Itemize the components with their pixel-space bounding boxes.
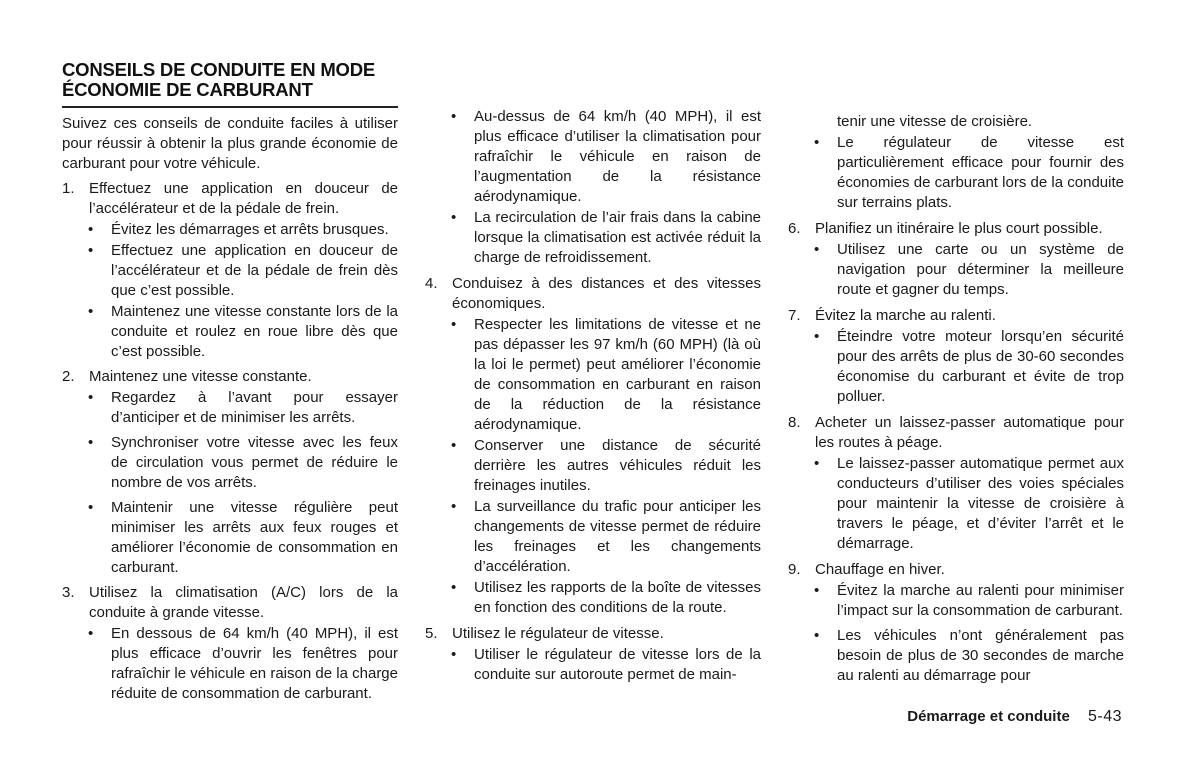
list-item-6 xyxy=(788,219,1124,239)
list-item-number: 7. xyxy=(788,307,801,324)
list-item-number: 8. xyxy=(788,414,801,431)
column-1 xyxy=(62,114,398,704)
bullet-text: Le régulateur de vitesse est particulièrement efficace pour fournir des économies de carburant lors de la conduite sur terrains plats. xyxy=(837,134,1124,211)
section-heading-line-2: ÉCONOMIE DE CARBURANT xyxy=(62,79,313,100)
bullet-item xyxy=(62,302,398,362)
bullet-item xyxy=(62,498,398,578)
bullet-text: Évitez les démarrages et arrêts brusques. xyxy=(111,221,389,238)
list-item-text: Chauffage en hiver. xyxy=(815,561,945,578)
bullet-text: Respecter les limitations de vitesse et ne pas dépasser les 97 km/h (60 MPH) (là où la loi le permet) peut améliorer l’économie de consommation en carburant en raison de la réduction de la résistance aérodynamique. xyxy=(474,316,761,433)
list-item-8 xyxy=(788,413,1124,453)
bullet-item xyxy=(788,581,1124,621)
bullet-item xyxy=(425,497,761,577)
bullet-text: Synchroniser votre vitesse avec les feux de circulation vous permet de réduire le nombre de vos arrêts. xyxy=(111,434,398,491)
section-heading-line-1: CONSEILS DE CONDUITE EN MODE xyxy=(62,59,376,80)
bullet-icon: • xyxy=(814,627,820,644)
bullet-icon: • xyxy=(451,646,457,663)
list-item-2 xyxy=(62,367,398,387)
bullet-text: Utilisez une carte ou un système de navigation pour déterminer la meilleure route et gagner du temps. xyxy=(837,241,1124,298)
bullet-item xyxy=(62,388,398,428)
list-item-number: 6. xyxy=(788,220,801,237)
bullet-icon: • xyxy=(88,499,94,516)
bullet-icon: • xyxy=(88,303,94,320)
list-item-1 xyxy=(62,179,398,219)
bullet-text: Utilisez les rapports de la boîte de vitesses en fonction des conditions de la route. xyxy=(474,579,761,616)
page-footer xyxy=(820,708,1122,726)
bullet-icon: • xyxy=(88,625,94,642)
bullet-icon: • xyxy=(88,221,94,238)
bullet-text: Regardez à l’avant pour essayer d’anticiper et de minimiser les arrêts. xyxy=(111,389,398,426)
list-item-number: 9. xyxy=(788,561,801,578)
bullet-item xyxy=(425,107,761,207)
bullet-icon: • xyxy=(88,434,94,451)
page-number: 5-43 xyxy=(1087,708,1122,725)
bullet-icon: • xyxy=(88,389,94,406)
bullet-icon: • xyxy=(88,242,94,259)
bullet-text: Le laissez-passer automatique permet aux conducteurs d’utiliser des voies spéciales pour maintenir la vitesse de croisière à travers le péage, et d’éviter l’arrêt et le démarrage. xyxy=(837,455,1124,552)
bullet-text: Au-dessus de 64 km/h (40 MPH), il est plus efficace d’utiliser la climatisation pour rafraîchir le véhicule en raison de l’augmentation de la résistance aérodynamique. xyxy=(474,108,761,205)
bullet-item xyxy=(62,220,398,240)
list-item-9 xyxy=(788,560,1124,580)
list-item-7 xyxy=(788,306,1124,326)
bullet-icon: • xyxy=(814,582,820,599)
bullet-item xyxy=(788,133,1124,213)
bullet-icon: • xyxy=(814,134,820,151)
bullet-item xyxy=(788,240,1124,300)
bullet-text: En dessous de 64 km/h (40 MPH), il est plus efficace d’ouvrir les fenêtres pour rafraîchir le véhicule en raison de la charge réduite de consommation de carburant. xyxy=(111,625,398,702)
bullet-text: Effectuez une application en douceur de l’accélérateur et de la pédale de frein dès que c’est possible. xyxy=(111,242,398,299)
intro-paragraph: Suivez ces conseils de conduite faciles à utiliser pour réussir à obtenir la plus grande économie de carburant pour votre véhicule. xyxy=(62,115,398,172)
bullet-icon: • xyxy=(814,241,820,258)
bullet-continuation: tenir une vitesse de croisière. xyxy=(837,113,1033,130)
list-item-text: Évitez la marche au ralenti. xyxy=(815,307,996,324)
bullet-text: La surveillance du trafic pour anticiper les changements de vitesse permet de réduire les freinages et les changements d’accélération. xyxy=(474,498,761,575)
list-item-text: Utilisez la climatisation (A/C) lors de la conduite à grande vitesse. xyxy=(89,584,398,621)
list-item-5 xyxy=(425,624,761,644)
bullet-item xyxy=(788,327,1124,407)
bullet-item xyxy=(425,645,761,685)
bullet-icon: • xyxy=(451,316,457,333)
column-2 xyxy=(425,106,761,685)
section-heading xyxy=(62,60,398,108)
bullet-text: Éteindre votre moteur lorsqu’en sécurité pour des arrêts de plus de 30-60 secondes économise du carburant et évite de trop polluer. xyxy=(837,328,1124,405)
bullet-icon: • xyxy=(451,437,457,454)
bullet-text: Maintenir une vitesse régulière peut minimiser les arrêts aux feux rouges et améliorer l’économie de consommation en carburant. xyxy=(111,499,398,576)
bullet-icon: • xyxy=(451,579,457,596)
list-item-text: Effectuez une application en douceur de l’accélérateur et de la pédale de frein. xyxy=(89,180,398,217)
bullet-icon: • xyxy=(451,209,457,226)
list-item-text: Acheter un laissez-passer automatique pour les routes à péage. xyxy=(815,414,1124,451)
bullet-item xyxy=(788,626,1124,686)
bullet-text: Maintenez une vitesse constante lors de la conduite et roulez en roue libre dès que c’est possible. xyxy=(111,303,398,360)
column-3 xyxy=(788,112,1124,686)
list-item-number: 2. xyxy=(62,368,75,385)
list-item-4 xyxy=(425,274,761,314)
bullet-icon: • xyxy=(814,328,820,345)
list-item-text: Conduisez à des distances et des vitesses économiques. xyxy=(452,275,761,312)
list-item-number: 3. xyxy=(62,584,75,601)
bullet-item xyxy=(425,436,761,496)
bullet-item xyxy=(425,578,761,618)
bullet-item xyxy=(62,624,398,704)
bullet-item xyxy=(425,315,761,435)
bullet-icon: • xyxy=(814,455,820,472)
bullet-item xyxy=(425,208,761,268)
bullet-text: Évitez la marche au ralenti pour minimiser l’impact sur la consommation de carburant. xyxy=(837,582,1124,619)
bullet-text: La recirculation de l’air frais dans la cabine lorsque la climatisation est activée réduit la charge de refroidissement. xyxy=(474,209,761,266)
bullet-icon: • xyxy=(451,498,457,515)
list-item-text: Planifiez un itinéraire le plus court possible. xyxy=(815,220,1103,237)
bullet-item xyxy=(62,241,398,301)
bullet-icon: • xyxy=(451,108,457,125)
list-item-number: 4. xyxy=(425,275,438,292)
bullet-text: Conserver une distance de sécurité derrière les autres véhicules réduit les freinages inutiles. xyxy=(474,437,761,494)
list-item-3 xyxy=(62,583,398,623)
list-item-text: Maintenez une vitesse constante. xyxy=(89,368,312,385)
bullet-text: Utiliser le régulateur de vitesse lors de la conduite sur autoroute permet de main- xyxy=(474,646,761,683)
list-item-number: 5. xyxy=(425,625,438,642)
footer-section-title: Démarrage et conduite xyxy=(907,708,1070,725)
bullet-text: Les véhicules n’ont généralement pas besoin de plus de 30 secondes de marche au ralenti au démarrage pour xyxy=(837,627,1124,684)
bullet-item xyxy=(788,454,1124,554)
list-item-text: Utilisez le régulateur de vitesse. xyxy=(452,625,664,642)
bullet-item xyxy=(62,433,398,493)
list-item-number: 1. xyxy=(62,180,75,197)
